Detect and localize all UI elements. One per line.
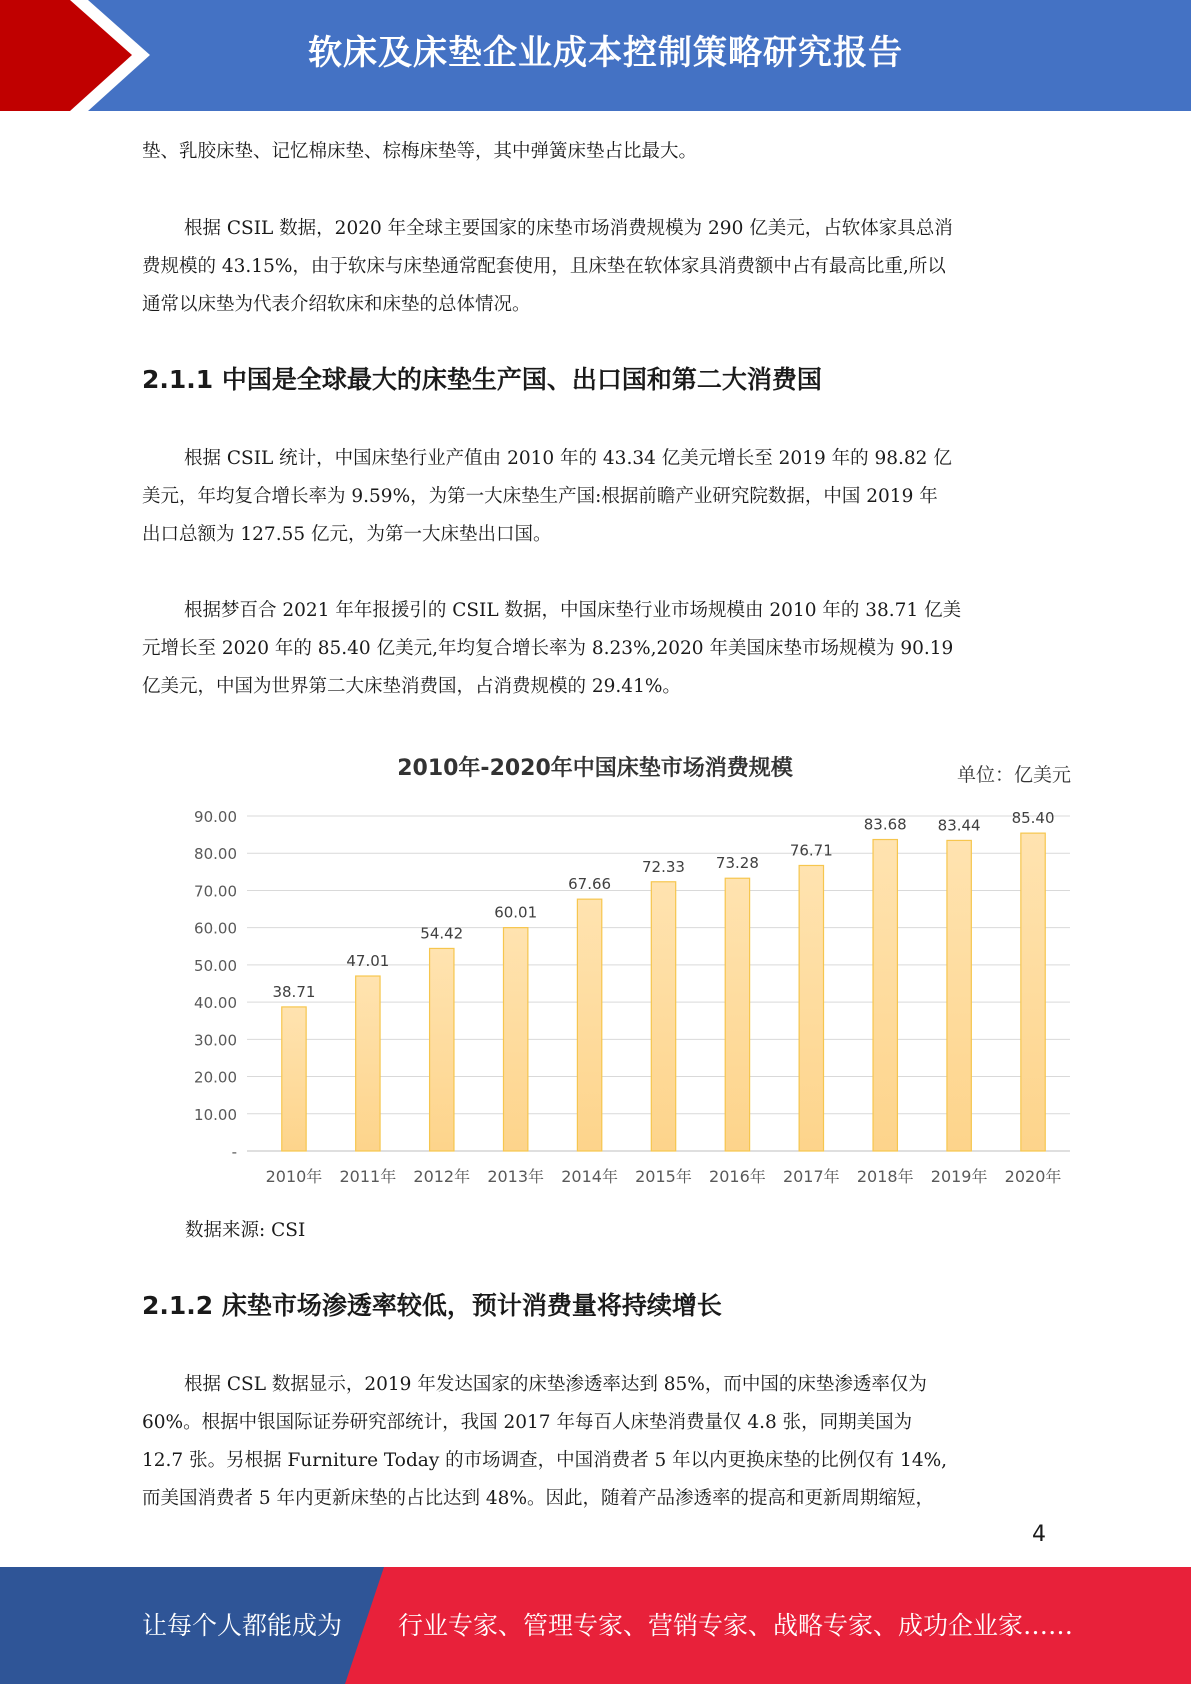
- bar: [1021, 833, 1045, 1151]
- bar-value-label: 72.33: [642, 857, 685, 876]
- bar-value-label: 38.71: [272, 982, 316, 1001]
- y-tick-label: 10.00: [194, 1105, 237, 1124]
- text-line: 美元，年均复合增长率为 9.59%，为第一大床垫生产国:根据前瞻产业研究院数据，中国 2019 年: [142, 486, 938, 507]
- text-line: 费规模的 43.15%，由于软床与床垫通常配套使用，且床垫在软体家具消费额中占有最高比重,所以: [142, 256, 946, 277]
- text-line: 出口总额为 127.55 亿元，为第一大床垫出口国。: [142, 524, 552, 545]
- y-tick-label: 20.00: [194, 1068, 237, 1087]
- bar-value-label: 67.66: [568, 875, 612, 894]
- bar-value-label: 60.01: [494, 903, 538, 922]
- bar-chart: [165, 745, 1085, 1200]
- chart-canvas: [165, 745, 1085, 1200]
- x-tick-label: 2013年: [487, 1167, 545, 1186]
- x-tick-label: 2017年: [782, 1167, 840, 1186]
- bar: [873, 840, 897, 1151]
- footer-slogan-left: 让每个人都能成为: [142, 1611, 343, 1640]
- bar: [947, 840, 971, 1151]
- text-line: 通常以床垫为代表介绍软床和床垫的总体情况。: [142, 294, 531, 315]
- bar: [799, 865, 823, 1151]
- footer-slogan-right: 行业专家、管理专家、营销专家、战略专家、成功企业家……: [398, 1611, 1074, 1640]
- x-tick-label: 2014年: [561, 1167, 618, 1186]
- text-line: 而美国消费者 5 年内更新床垫的占比达到 48%。因此，随着产品渗透率的提高和更新周期缩短，: [142, 1488, 935, 1509]
- x-tick-label: 2019年: [930, 1167, 988, 1186]
- x-tick-label: 2016年: [709, 1167, 766, 1186]
- paragraph-5: [142, 1366, 1050, 1518]
- bar: [651, 882, 675, 1151]
- chart-x-axis: [266, 1167, 1062, 1186]
- bar: [282, 1007, 306, 1151]
- bar-value-label: 83.44: [937, 816, 981, 835]
- page-footer: [0, 1567, 1191, 1684]
- bar-value-label: 83.68: [863, 815, 907, 834]
- y-tick-label: 50.00: [194, 956, 237, 975]
- data-source-note: 数据来源: CSI: [185, 1220, 306, 1241]
- text-line: 根据 CSL 数据显示，2019 年发达国家的床垫渗透率达到 85%，而中国的床垫渗透率仅为: [184, 1374, 927, 1395]
- bar-value-label: 73.28: [715, 854, 759, 873]
- text-line: 60%。根据中银国际证券研究部统计，我国 2017 年每百人床垫消费量仅 4.8 张，同期美国为: [142, 1412, 913, 1433]
- x-tick-label: 2010年: [265, 1167, 323, 1186]
- paragraph-4: [142, 592, 1050, 706]
- y-tick-label: 60.00: [194, 919, 237, 938]
- y-tick-label: 70.00: [194, 882, 237, 901]
- text-line: 垫、乳胶床垫、记忆棉床垫、棕梅床垫等，其中弹簧床垫占比最大。: [142, 141, 698, 162]
- x-tick-label: 2015年: [635, 1167, 692, 1186]
- section-heading-2-1-1: 2.1.1 中国是全球最大的床垫生产国、出口国和第二大消费国: [142, 365, 822, 394]
- x-tick-label: 2011年: [339, 1167, 397, 1186]
- chart-unit-label: 单位：亿美元: [956, 764, 1071, 786]
- section-heading-2-1-2: 2.1.2 床垫市场渗透率较低，预计消费量将持续增长: [142, 1291, 722, 1320]
- y-tick-label: 90.00: [194, 808, 237, 826]
- paragraph-2: [142, 210, 1050, 324]
- bar: [503, 928, 527, 1151]
- text-line: 12.7 张。另根据 Furniture Today 的市场调查，中国消费者 5 年以内更换床垫的比例仅有 14%,: [142, 1450, 948, 1471]
- y-tick-label: 80.00: [194, 845, 237, 864]
- paragraph-3: [142, 440, 1050, 554]
- bar-value-label: 76.71: [789, 841, 833, 860]
- text-line: 元增长至 2020 年的 85.40 亿美元,年均复合增长率为 8.23%,2020 年美国床垫市场规模为 90.19: [142, 638, 954, 659]
- page-number: 4: [1032, 1522, 1046, 1547]
- bar: [577, 899, 601, 1151]
- report-title: 软床及床垫企业成本控制策略研究报告: [308, 33, 903, 73]
- y-tick-label: 30.00: [194, 1031, 237, 1050]
- bar: [356, 976, 380, 1151]
- x-tick-label: 2018年: [856, 1167, 914, 1186]
- bar-value-label: 54.42: [420, 924, 464, 943]
- x-tick-label: 2020年: [1004, 1167, 1062, 1186]
- text-line: 根据 CSIL 数据，2020 年全球主要国家的床垫市场消费规模为 290 亿美元，占软体家具总消: [184, 218, 953, 239]
- y-tick-label: -: [231, 1143, 237, 1161]
- chart-title: 2010年-2020年中国床垫市场消费规模: [397, 756, 793, 781]
- text-line: 根据梦百合 2021 年年报援引的 CSIL 数据，中国床垫行业市场规模由 2010 年的 38.71 亿美: [184, 600, 962, 621]
- chart-y-axis: [194, 808, 237, 1161]
- bar: [725, 878, 749, 1151]
- text-line: 根据 CSIL 统计，中国床垫行业产值由 2010 年的 43.34 亿美元增长至 2019 年的 98.82 亿: [184, 448, 952, 469]
- chart-bars: [282, 833, 1045, 1151]
- y-tick-label: 40.00: [194, 994, 237, 1013]
- x-tick-label: 2012年: [413, 1167, 471, 1186]
- text-line: 亿美元，中国为世界第二大床垫消费国，占消费规模的 29.41%。: [142, 676, 681, 697]
- paragraph-1: [142, 133, 1050, 171]
- page-header: [0, 0, 1191, 111]
- bar: [430, 948, 454, 1151]
- bar-value-label: 47.01: [346, 952, 390, 971]
- bar-value-label: 85.40: [1011, 809, 1055, 828]
